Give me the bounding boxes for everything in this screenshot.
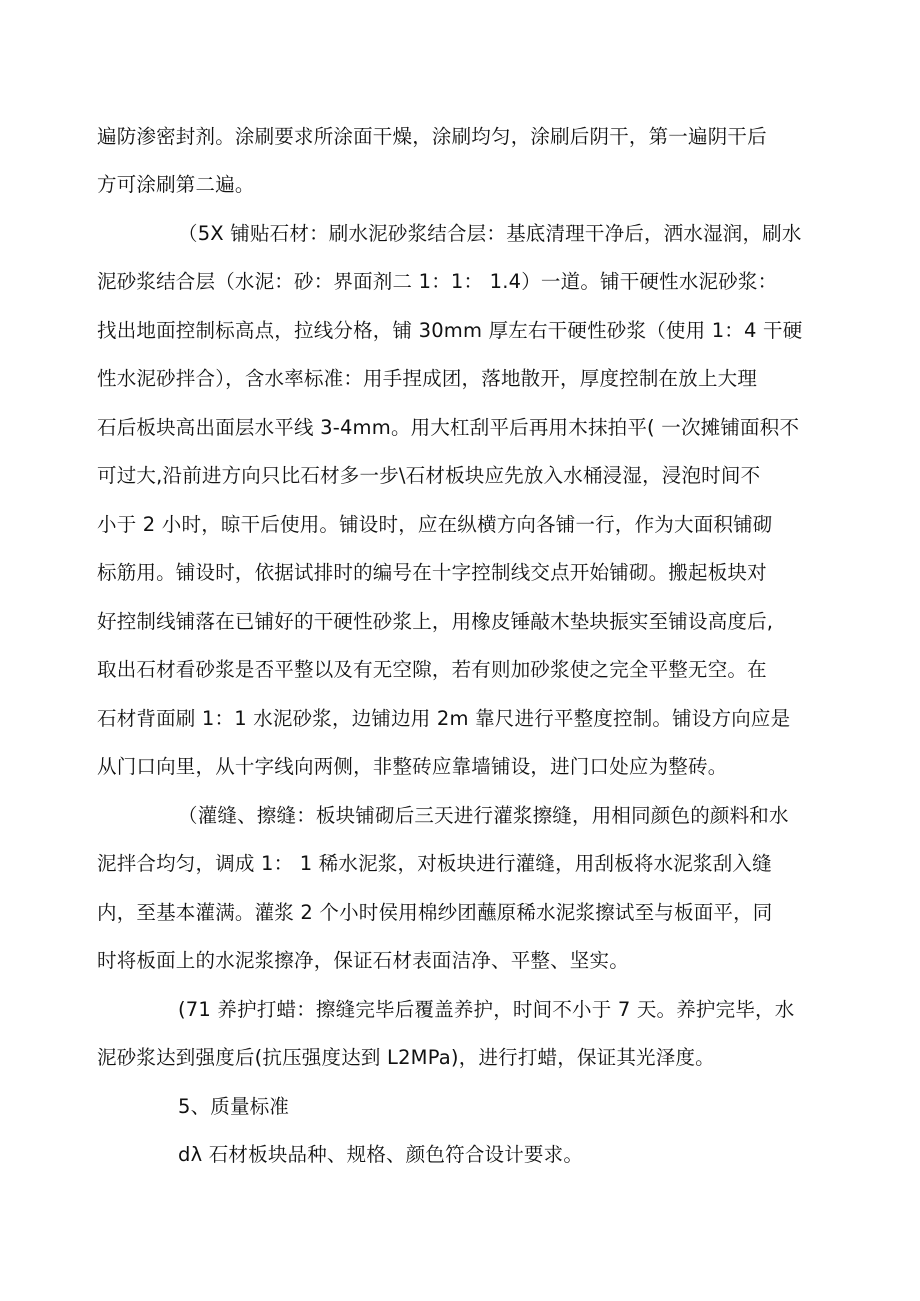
text-line: 可过大,沿前进方向只比石材多一步\石材板块应先放入水桶浸湿，浸泡时间不: [97, 464, 761, 487]
text-line: （5X 铺贴石材：刷水泥砂浆结合层：基底清理干净后，洒水湿润，刷水: [178, 222, 802, 245]
text-line: 石后板块高出面层水平线 3-4mm。用大杠刮平后再用木抹拍平( 一次摊铺面积不: [97, 416, 800, 439]
text-line: 从门口向里，从十字线向两侧，非整砖应靠墙铺设，进门口处应为整砖。: [97, 755, 728, 778]
text-line: (71 养护打蜡：擦缝完毕后覆盖养护，时间不小于 7 天。养护完毕，水: [178, 998, 795, 1021]
text-line: 石材背面刷 1：1 水泥砂浆，边铺边用 2m 靠尺进行平整度控制。铺设方向应是: [97, 707, 791, 730]
text-line: 时将板面上的水泥浆擦净，保证石材表面洁净、平整、坚实。: [97, 949, 629, 972]
text-line: 小于 2 小时，晾干后使用。铺设时，应在纵横方向各铺一行，作为大面积铺砌: [97, 513, 773, 536]
text-line: 找出地面控制标高点，拉线分格，铺 30mm 厚左右干硬性砂浆（使用 1：4 干硬: [97, 319, 803, 342]
text-line: 标筋用。铺设时，依据试排时的编号在十字控制线交点开始铺砌。搬起板块对: [97, 561, 767, 584]
text-line: 好控制线铺落在已铺好的干硬性砂浆上，用橡皮锤敲木垫块振实至铺设高度后,: [97, 610, 774, 633]
text-line: 泥拌合均匀，调成 1： 1 稀水泥浆，对板块进行灌缝，用刮板将水泥浆刮入缝: [97, 852, 772, 875]
text-line: 方可涂刷第二遍。: [97, 173, 255, 196]
text-line: dλ 石材板块品种、规格、颜色符合设计要求。: [178, 1143, 584, 1166]
section-heading: 5、质量标准: [178, 1095, 290, 1118]
text-line: 内，至基本灌满。灌浆 2 个小时侯用棉纱团蘸原稀水泥浆擦试至与板面平，同: [97, 901, 773, 924]
text-line: （灌缝、擦缝：板块铺砌后三天进行灌浆擦缝，用相同颜色的颜料和水: [178, 804, 789, 827]
text-line: 性水泥砂拌合），含水率标准：用手捏成团，落地散开，厚度控制在放上大理: [97, 367, 758, 390]
text-line: 遍防渗密封剂。涂刷要求所涂面干燥，涂刷均匀，涂刷后阴干，第一遍阴干后: [97, 125, 767, 148]
text-line: 泥砂浆结合层（水泥：砂：界面剂二 1：1： 1.4）一道。铺干硬性水泥砂浆：: [97, 270, 778, 293]
text-line: 泥砂浆达到强度后(抗压强度达到 L2MPa)，进行打蜡，保证其光泽度。: [97, 1046, 715, 1069]
text-line: 取出石材看砂浆是否平整以及有无空隙，若有则加砂浆使之完全平整无空。在: [97, 658, 767, 681]
